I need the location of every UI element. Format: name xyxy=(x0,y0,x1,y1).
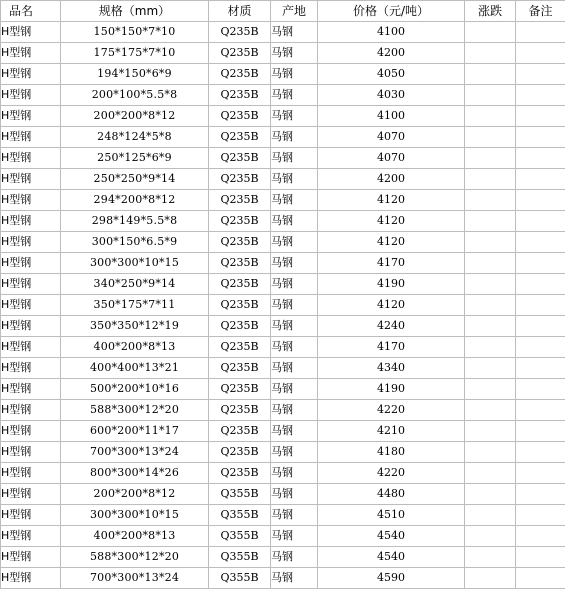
cell-name: H型钢 xyxy=(1,190,61,211)
table-row xyxy=(1,316,565,337)
cell-name: H型钢 xyxy=(1,43,61,64)
cell-note xyxy=(516,106,565,127)
cell-change xyxy=(465,64,516,85)
cell-note xyxy=(516,463,565,484)
cell-change xyxy=(465,337,516,358)
cell-price: 4190 xyxy=(318,274,465,295)
table-row xyxy=(1,85,565,106)
cell-material: Q235B xyxy=(209,211,271,232)
table-body xyxy=(1,1,565,589)
cell-note xyxy=(516,547,565,568)
cell-change xyxy=(465,463,516,484)
cell-origin: 马钢 xyxy=(271,547,318,568)
cell-note xyxy=(516,295,565,316)
cell-origin: 马钢 xyxy=(271,43,318,64)
table-row xyxy=(1,169,565,190)
cell-origin: 马钢 xyxy=(271,127,318,148)
cell-material: Q235B xyxy=(209,106,271,127)
cell-name: H型钢 xyxy=(1,232,61,253)
cell-price: 4120 xyxy=(318,295,465,316)
cell-price: 4540 xyxy=(318,547,465,568)
cell-price: 4190 xyxy=(318,379,465,400)
table-row xyxy=(1,295,565,316)
cell-name: H型钢 xyxy=(1,169,61,190)
cell-change xyxy=(465,421,516,442)
cell-change xyxy=(465,169,516,190)
cell-price: 4510 xyxy=(318,505,465,526)
cell-origin: 马钢 xyxy=(271,169,318,190)
cell-material: Q235B xyxy=(209,148,271,169)
cell-origin: 马钢 xyxy=(271,190,318,211)
cell-material: Q235B xyxy=(209,232,271,253)
cell-spec: 400*400*13*21 xyxy=(61,358,209,379)
cell-material: Q355B xyxy=(209,547,271,568)
cell-price: 4540 xyxy=(318,526,465,547)
cell-origin: 马钢 xyxy=(271,358,318,379)
cell-origin: 马钢 xyxy=(271,484,318,505)
cell-material: Q235B xyxy=(209,127,271,148)
table-row xyxy=(1,505,565,526)
cell-change xyxy=(465,148,516,169)
cell-note xyxy=(516,358,565,379)
header-spec: 规格（mm） xyxy=(61,1,209,22)
header-name: 品名 xyxy=(1,1,61,22)
cell-name: H型钢 xyxy=(1,22,61,43)
cell-origin: 马钢 xyxy=(271,337,318,358)
header-note: 备注 xyxy=(516,1,565,22)
cell-name: H型钢 xyxy=(1,316,61,337)
header-origin: 产地 xyxy=(271,1,318,22)
cell-material: Q235B xyxy=(209,316,271,337)
cell-material: Q235B xyxy=(209,421,271,442)
cell-material: Q235B xyxy=(209,190,271,211)
cell-material: Q235B xyxy=(209,274,271,295)
cell-material: Q235B xyxy=(209,400,271,421)
cell-origin: 马钢 xyxy=(271,463,318,484)
cell-note xyxy=(516,22,565,43)
cell-spec: 200*200*8*12 xyxy=(61,484,209,505)
cell-origin: 马钢 xyxy=(271,442,318,463)
cell-material: Q235B xyxy=(209,22,271,43)
cell-spec: 350*350*12*19 xyxy=(61,316,209,337)
cell-origin: 马钢 xyxy=(271,421,318,442)
cell-change xyxy=(465,85,516,106)
cell-price: 4070 xyxy=(318,127,465,148)
cell-spec: 175*175*7*10 xyxy=(61,43,209,64)
cell-note xyxy=(516,64,565,85)
cell-material: Q355B xyxy=(209,505,271,526)
cell-note xyxy=(516,274,565,295)
cell-name: H型钢 xyxy=(1,253,61,274)
cell-spec: 250*125*6*9 xyxy=(61,148,209,169)
cell-price: 4120 xyxy=(318,190,465,211)
table-row xyxy=(1,463,565,484)
cell-origin: 马钢 xyxy=(271,526,318,547)
header-change: 涨跌 xyxy=(465,1,516,22)
header-price: 价格（元/吨） xyxy=(318,1,465,22)
table-row xyxy=(1,421,565,442)
cell-name: H型钢 xyxy=(1,547,61,568)
table-row xyxy=(1,337,565,358)
cell-change xyxy=(465,379,516,400)
cell-origin: 马钢 xyxy=(271,211,318,232)
cell-origin: 马钢 xyxy=(271,148,318,169)
cell-origin: 马钢 xyxy=(271,274,318,295)
cell-note xyxy=(516,148,565,169)
cell-note xyxy=(516,421,565,442)
table-row xyxy=(1,484,565,505)
cell-origin: 马钢 xyxy=(271,232,318,253)
cell-note xyxy=(516,43,565,64)
cell-spec: 250*250*9*14 xyxy=(61,169,209,190)
cell-name: H型钢 xyxy=(1,148,61,169)
cell-origin: 马钢 xyxy=(271,316,318,337)
cell-material: Q235B xyxy=(209,253,271,274)
cell-price: 4100 xyxy=(318,106,465,127)
cell-name: H型钢 xyxy=(1,295,61,316)
cell-price: 4590 xyxy=(318,568,465,589)
cell-change xyxy=(465,568,516,589)
cell-name: H型钢 xyxy=(1,568,61,589)
cell-name: H型钢 xyxy=(1,64,61,85)
cell-price: 4200 xyxy=(318,169,465,190)
cell-material: Q355B xyxy=(209,568,271,589)
cell-change xyxy=(465,22,516,43)
cell-name: H型钢 xyxy=(1,421,61,442)
cell-price: 4170 xyxy=(318,253,465,274)
cell-note xyxy=(516,85,565,106)
cell-material: Q355B xyxy=(209,484,271,505)
cell-price: 4050 xyxy=(318,64,465,85)
cell-spec: 300*300*10*15 xyxy=(61,253,209,274)
cell-note xyxy=(516,211,565,232)
header-material: 材质 xyxy=(209,1,271,22)
cell-origin: 马钢 xyxy=(271,253,318,274)
cell-note xyxy=(516,316,565,337)
cell-price: 4220 xyxy=(318,400,465,421)
cell-material: Q235B xyxy=(209,85,271,106)
cell-spec: 588*300*12*20 xyxy=(61,547,209,568)
cell-change xyxy=(465,358,516,379)
cell-spec: 298*149*5.5*8 xyxy=(61,211,209,232)
cell-spec: 600*200*11*17 xyxy=(61,421,209,442)
table-row xyxy=(1,379,565,400)
cell-note xyxy=(516,400,565,421)
cell-price: 4100 xyxy=(318,22,465,43)
cell-change xyxy=(465,253,516,274)
cell-change xyxy=(465,505,516,526)
cell-origin: 马钢 xyxy=(271,379,318,400)
cell-name: H型钢 xyxy=(1,127,61,148)
table-row xyxy=(1,190,565,211)
table-row xyxy=(1,106,565,127)
cell-name: H型钢 xyxy=(1,358,61,379)
cell-spec: 194*150*6*9 xyxy=(61,64,209,85)
cell-spec: 800*300*14*26 xyxy=(61,463,209,484)
cell-spec: 500*200*10*16 xyxy=(61,379,209,400)
cell-material: Q235B xyxy=(209,442,271,463)
cell-spec: 200*100*5.5*8 xyxy=(61,85,209,106)
cell-spec: 248*124*5*8 xyxy=(61,127,209,148)
cell-origin: 马钢 xyxy=(271,106,318,127)
cell-spec: 340*250*9*14 xyxy=(61,274,209,295)
table-row xyxy=(1,526,565,547)
cell-material: Q235B xyxy=(209,358,271,379)
cell-spec: 300*300*10*15 xyxy=(61,505,209,526)
cell-note xyxy=(516,337,565,358)
cell-price: 4200 xyxy=(318,43,465,64)
cell-change xyxy=(465,442,516,463)
cell-material: Q235B xyxy=(209,379,271,400)
cell-change xyxy=(465,43,516,64)
cell-name: H型钢 xyxy=(1,85,61,106)
cell-change xyxy=(465,232,516,253)
table-header-row xyxy=(1,1,565,22)
cell-spec: 294*200*8*12 xyxy=(61,190,209,211)
cell-price: 4220 xyxy=(318,463,465,484)
cell-change xyxy=(465,127,516,148)
cell-name: H型钢 xyxy=(1,442,61,463)
cell-note xyxy=(516,526,565,547)
table-row xyxy=(1,211,565,232)
cell-note xyxy=(516,442,565,463)
cell-origin: 马钢 xyxy=(271,505,318,526)
cell-note xyxy=(516,169,565,190)
table-row xyxy=(1,64,565,85)
cell-name: H型钢 xyxy=(1,379,61,400)
cell-name: H型钢 xyxy=(1,400,61,421)
cell-spec: 700*300*13*24 xyxy=(61,568,209,589)
cell-change xyxy=(465,526,516,547)
cell-price: 4240 xyxy=(318,316,465,337)
cell-note xyxy=(516,232,565,253)
cell-change xyxy=(465,484,516,505)
cell-price: 4070 xyxy=(318,148,465,169)
cell-origin: 马钢 xyxy=(271,295,318,316)
cell-note xyxy=(516,253,565,274)
cell-origin: 马钢 xyxy=(271,85,318,106)
cell-spec: 350*175*7*11 xyxy=(61,295,209,316)
table-row xyxy=(1,127,565,148)
cell-name: H型钢 xyxy=(1,274,61,295)
cell-material: Q355B xyxy=(209,526,271,547)
cell-name: H型钢 xyxy=(1,505,61,526)
table-row xyxy=(1,568,565,589)
cell-name: H型钢 xyxy=(1,526,61,547)
cell-origin: 马钢 xyxy=(271,400,318,421)
cell-note xyxy=(516,190,565,211)
cell-name: H型钢 xyxy=(1,463,61,484)
cell-material: Q235B xyxy=(209,169,271,190)
cell-spec: 700*300*13*24 xyxy=(61,442,209,463)
cell-price: 4120 xyxy=(318,211,465,232)
cell-name: H型钢 xyxy=(1,211,61,232)
cell-material: Q235B xyxy=(209,43,271,64)
cell-price: 4030 xyxy=(318,85,465,106)
table-row xyxy=(1,43,565,64)
cell-price: 4180 xyxy=(318,442,465,463)
cell-note xyxy=(516,505,565,526)
cell-change xyxy=(465,295,516,316)
cell-material: Q235B xyxy=(209,64,271,85)
cell-change xyxy=(465,400,516,421)
cell-spec: 200*200*8*12 xyxy=(61,106,209,127)
cell-spec: 400*200*8*13 xyxy=(61,526,209,547)
cell-note xyxy=(516,379,565,400)
table-row xyxy=(1,442,565,463)
cell-change xyxy=(465,190,516,211)
cell-change xyxy=(465,274,516,295)
cell-note xyxy=(516,127,565,148)
cell-price: 4480 xyxy=(318,484,465,505)
cell-change xyxy=(465,106,516,127)
cell-change xyxy=(465,211,516,232)
cell-material: Q235B xyxy=(209,295,271,316)
cell-spec: 400*200*8*13 xyxy=(61,337,209,358)
table-row xyxy=(1,274,565,295)
cell-note xyxy=(516,568,565,589)
cell-name: H型钢 xyxy=(1,484,61,505)
cell-price: 4170 xyxy=(318,337,465,358)
cell-price: 4120 xyxy=(318,232,465,253)
table-row xyxy=(1,358,565,379)
cell-spec: 150*150*7*10 xyxy=(61,22,209,43)
cell-origin: 马钢 xyxy=(271,64,318,85)
table-row xyxy=(1,22,565,43)
cell-spec: 300*150*6.5*9 xyxy=(61,232,209,253)
cell-material: Q235B xyxy=(209,337,271,358)
table-row xyxy=(1,232,565,253)
cell-change xyxy=(465,316,516,337)
cell-name: H型钢 xyxy=(1,106,61,127)
cell-name: H型钢 xyxy=(1,337,61,358)
cell-origin: 马钢 xyxy=(271,568,318,589)
cell-price: 4340 xyxy=(318,358,465,379)
table-row xyxy=(1,400,565,421)
cell-origin: 马钢 xyxy=(271,22,318,43)
table-row xyxy=(1,148,565,169)
table-row xyxy=(1,547,565,568)
cell-material: Q235B xyxy=(209,463,271,484)
cell-price: 4210 xyxy=(318,421,465,442)
cell-change xyxy=(465,547,516,568)
cell-note xyxy=(516,484,565,505)
table-row xyxy=(1,253,565,274)
cell-spec: 588*300*12*20 xyxy=(61,400,209,421)
